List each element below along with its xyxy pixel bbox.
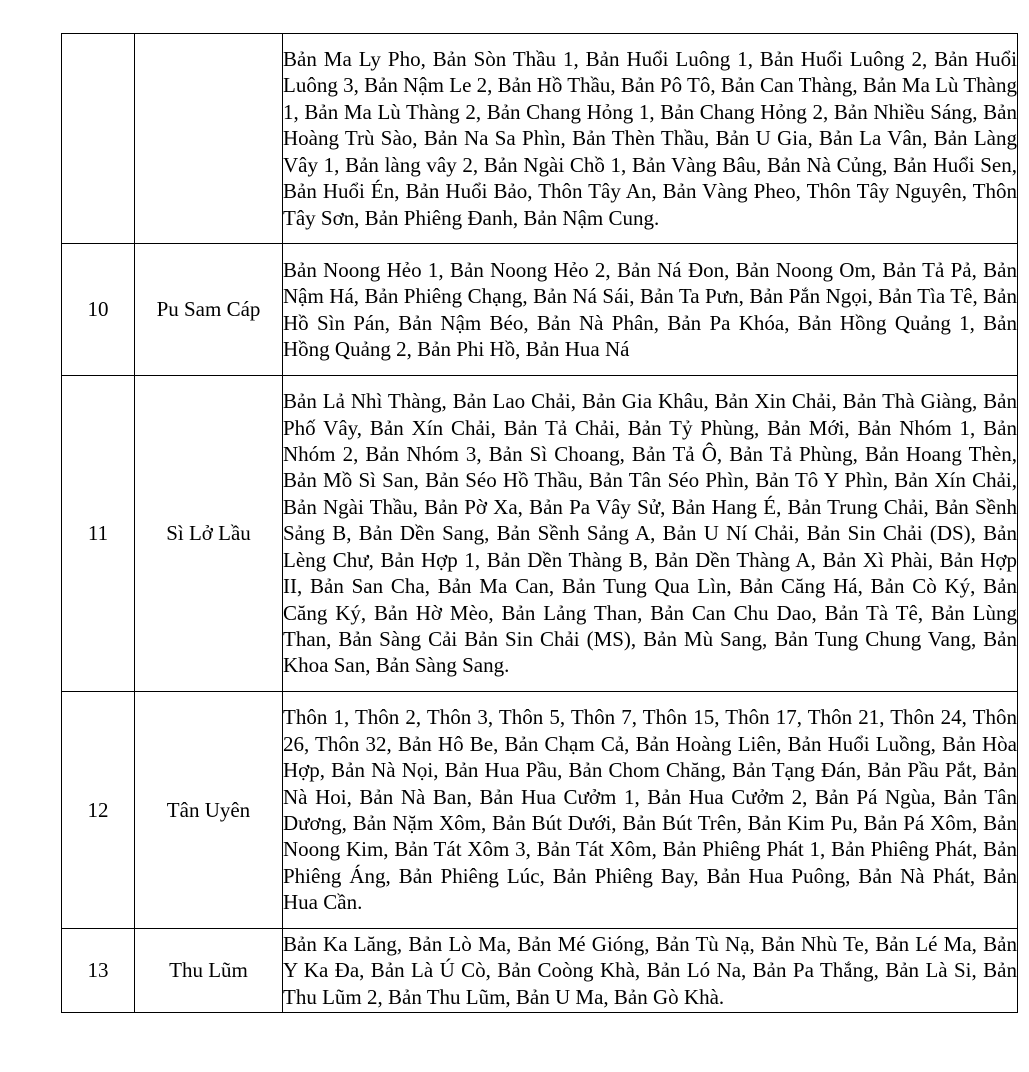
row-number: 13: [62, 929, 135, 1013]
village-list: Bản Noong Hẻo 1, Bản Noong Hẻo 2, Bản Ná Đon, Bản Noong Om, Bản Tả Pả, Bản Nậm Há, Bản Phiêng Chạng, Bản Ná Sái, Bản Ta Pưn, Bản Pắn Ngọi, Bản Tìa Tê, Bản Hồ Sìn Pán, Bản Nậm Béo, Bản Nà Phân, Bản Pa Khóa, Bản Hồng Quảng 1, Bản Hồng Quảng 2, Bản Phi Hồ, Bản Hua Ná: [283, 244, 1018, 376]
row-number: 11: [62, 376, 135, 692]
row-number: 10: [62, 244, 135, 376]
table-row: [62, 244, 1018, 376]
village-list-table: [61, 33, 1018, 1013]
row-number: [62, 34, 135, 244]
commune-name: [135, 34, 283, 244]
commune-name: Sì Lở Lầu: [135, 376, 283, 692]
row-number: 12: [62, 692, 135, 929]
table-row: [62, 34, 1018, 244]
village-list: Bản Ka Lăng, Bản Lò Ma, Bản Mé Gióng, Bản Tù Nạ, Bản Nhù Te, Bản Lé Ma, Bản Y Ka Đa, Bản Là Ú Cò, Bản Coòng Khà, Bản Ló Na, Bản Pa Thắng, Bản Là Si, Bản Thu Lũm 2, Bản Thu Lũm, Bản U Ma, Bản Gò Khà.: [283, 929, 1018, 1013]
commune-name: Pu Sam Cáp: [135, 244, 283, 376]
commune-name: Tân Uyên: [135, 692, 283, 929]
table-row: [62, 929, 1018, 1013]
village-list: Thôn 1, Thôn 2, Thôn 3, Thôn 5, Thôn 7, Thôn 15, Thôn 17, Thôn 21, Thôn 24, Thôn 26, Thôn 32, Bản Hô Be, Bản Chạm Cả, Bản Hoàng Liên, Bản Huổi Luồng, Bản Hòa Hợp, Bản Nà Nọi, Bản Hua Pầu, Bản Chom Chăng, Bản Tạng Đán, Bản Pầu Pắt, Bản Nà Hoi, Bản Nà Ban, Bản Hua Cưởm 1, Bản Hua Cưởm 2, Bản Pá Ngùa, Bản Tân Dương, Bản Nặm Xôm, Bản Bút Dưới, Bản Bút Trên, Bản Kim Pu, Bản Pá Xôm, Bản Noong Kim, Bản Tát Xôm 3, Bản Tát Xôm, Bản Phiêng Phát 1, Bản Phiêng Phát, Bản Phiêng Áng, Bản Phiêng Lúc, Bản Phiêng Bay, Bản Hua Puông, Bản Nà Phát, Bản Hua Cần.: [283, 692, 1018, 929]
commune-name: Thu Lũm: [135, 929, 283, 1013]
table-row: [62, 692, 1018, 929]
village-list: Bản Lả Nhì Thàng, Bản Lao Chải, Bản Gia Khâu, Bản Xin Chải, Bản Thà Giàng, Bản Phố Vây, Bản Xín Chải, Bản Tả Chải, Bản Tỷ Phùng, Bản Mới, Bản Nhóm 1, Bản Nhóm 2, Bản Nhóm 3, Bản Sì Choang, Bản Tả Ô, Bản Tả Phùng, Bản Hoang Thèn, Bản Mồ Sì San, Bản Séo Hồ Thầu, Bản Tân Séo Phìn, Bản Tô Y Phìn, Bản Xín Chải, Bản Ngài Thầu, Bản Pờ Xa, Bản Pa Vây Sử, Bản Hang É, Bản Trung Chải, Bản Sềnh Sảng B, Bản Dền Sang, Bản Sềnh Sảng A, Bản U Ní Chải, Bản Sin Chải (DS), Bản Lèng Chư, Bản Hợp 1, Bản Dền Thàng B, Bản Dền Thàng A, Bản Xì Phài, Bản Hợp II, Bản San Cha, Bản Ma Can, Bản Tung Qua Lìn, Bản Căng Há, Bản Cò Ký, Bản Căng Ký, Bản Hờ Mèo, Bản Lảng Than, Bản Can Chu Dao, Bản Tà Tê, Bản Lùng Than, Bản Sàng Cải Bản Sin Chải (MS), Bản Mù Sang, Bản Tung Chung Vang, Bản Khoa San, Bản Sàng Sang.: [283, 376, 1018, 692]
table-row: [62, 376, 1018, 692]
village-list: Bản Ma Ly Pho, Bản Sòn Thầu 1, Bản Huổi Luông 1, Bản Huổi Luông 2, Bản Huổi Luông 3, Bản Nậm Le 2, Bản Hồ Thầu, Bản Pô Tô, Bản Can Thàng, Bản Ma Lù Thàng 1, Bản Ma Lù Thàng 2, Bản Chang Hỏng 1, Bản Chang Hỏng 2, Bản Nhiều Sáng, Bản Hoàng Trù Sào, Bản Na Sa Phìn, Bản Thèn Thầu, Bản U Gia, Bản La Vân, Bản Làng Vây 1, Bản làng vây 2, Bản Ngài Chồ 1, Bản Vàng Bâu, Bản Nà Củng, Bản Huổi Sen, Bản Huổi Én, Bản Huổi Bảo, Thôn Tây An, Bản Vàng Pheo, Thôn Tây Nguyên, Thôn Tây Sơn, Bản Phiêng Đanh, Bản Nậm Cung.: [283, 34, 1018, 244]
